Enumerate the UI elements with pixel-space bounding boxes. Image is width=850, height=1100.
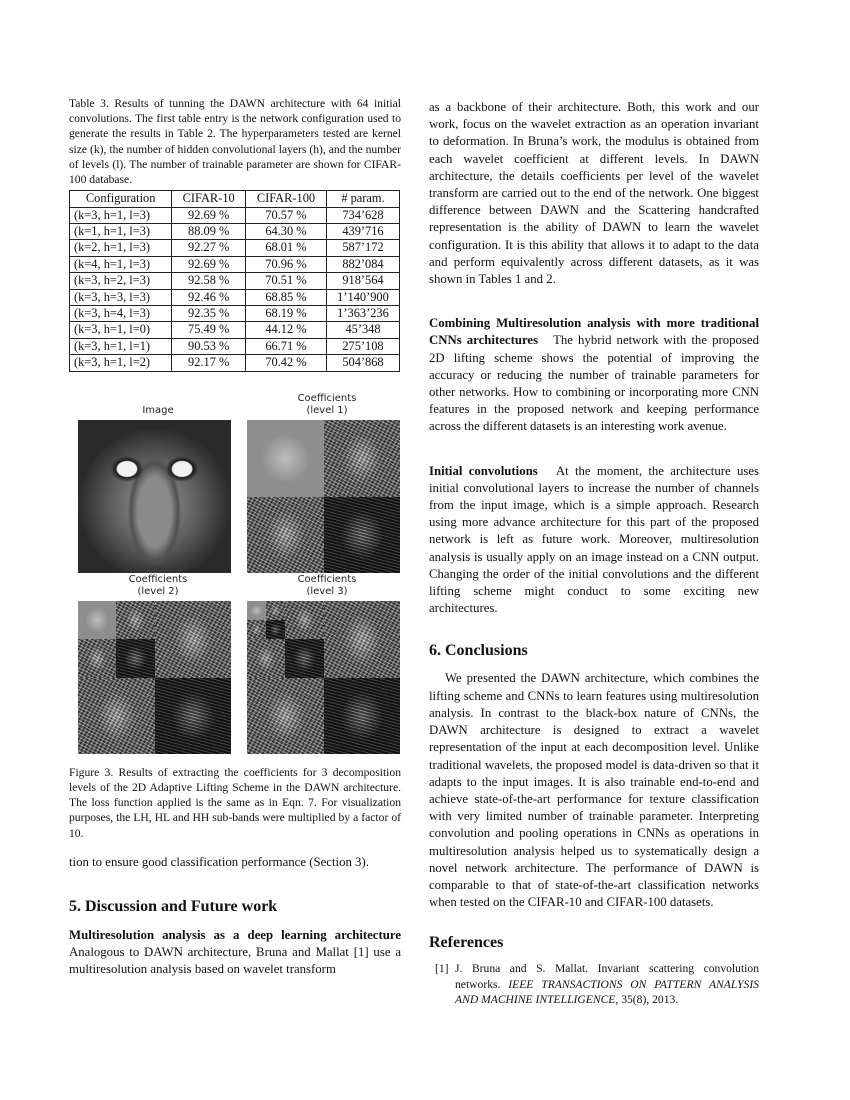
table-cell: 70.51 % [245, 273, 326, 289]
right-p2-text: The hybrid network with the proposed 2D lifting scheme shows the potential of improving the accuracy or reducing the number of trainable parameters for other networks. How to combining or incorporating more CNN features in the proposed network and keeping performance across the different datasets is an interesting work avenue. [429, 333, 759, 434]
table-cell: 92.58 % [172, 273, 246, 289]
table-cell: 275’108 [326, 338, 399, 354]
table-cell-config: (k=3, h=1, l=0) [70, 322, 172, 338]
table-row [70, 240, 400, 256]
table-cell-config: (k=4, h=1, l=3) [70, 256, 172, 272]
table-cell: 92.35 % [172, 306, 246, 322]
table-cell: 90.53 % [172, 338, 246, 354]
table-cell: 70.42 % [245, 355, 326, 371]
mandrill-image [78, 420, 231, 573]
table-cell-config: (k=3, h=3, l=3) [70, 289, 172, 305]
table-cell: 504’868 [326, 355, 399, 371]
table-cell: 92.27 % [172, 240, 246, 256]
table-cell: 66.71 % [245, 338, 326, 354]
table-cell-config: (k=3, h=4, l=3) [70, 306, 172, 322]
table-row [70, 306, 400, 322]
table-cell: 70.57 % [245, 207, 326, 223]
table-cell: 1’363’236 [326, 306, 399, 322]
table-row [70, 273, 400, 289]
figure-label-image: Image [142, 404, 174, 416]
table-cell: 45’348 [326, 322, 399, 338]
section6-text: We presented the DAWN architecture, which combines the lifting scheme and CNNs to learn features using multiresolution analysis. In contrast to the black-box nature of CNNs, the DAWN architecture is designed to extract a wavelet representation of the input at each decomposition level. Unlike traditional wavelets, the proposed model is data-driven so that it adapts to the input images. It is also trainable end-to-end and achieve state-of-the-art performance for texture classification with very limited number of trainable parameter. Interpreting convolution and pooling operations in CNNs as operations in multiresolution analysis helped us to systematically design a novel network architecture. The performance of DAWN is comparable to that of state-of-the-art classification networks when tested on the CIFAR-10 and CIFAR-100 datasets. [429, 671, 759, 910]
table-cell: 68.85 % [245, 289, 326, 305]
reference-tail: , 35(8), 2013. [615, 993, 679, 1007]
table-cell: 587’172 [326, 240, 399, 256]
table-cell: 68.19 % [245, 306, 326, 322]
section6-title: 6. Conclusions [429, 642, 528, 660]
section5-para-text: Analogous to DAWN architecture, Bruna and Mallat [1] use a multiresolution analysis based on wavelet transform [69, 945, 401, 977]
left-column [69, 96, 401, 979]
right-p2-title: Combining Multiresolution analysis with more traditional CNNs architectures [429, 316, 759, 348]
table-row [70, 289, 400, 305]
table-caption: Table 3. Results of tunning the DAWN architecture with 64 initial convolutions. The first table entry is the network configuration used to generate the results in Table 2. The hyperparameters tested are kernel size (k), the number of hidden convolutional layers (h), and the number of levels (l). The number of trainable parameter are shown for CIFAR-100 database. [69, 97, 401, 187]
table-header-cell: # param. [326, 191, 399, 207]
table-cell: 68.01 % [245, 240, 326, 256]
table-cell: 1’140’900 [326, 289, 399, 305]
table-row [70, 224, 400, 240]
coefficients-level1-image [247, 420, 400, 573]
table-cell: 92.69 % [172, 207, 246, 223]
table-header-cell: CIFAR-100 [245, 191, 326, 207]
results-table [69, 190, 400, 371]
table-cell: 734’628 [326, 207, 399, 223]
table-cell-config: (k=3, h=2, l=3) [70, 273, 172, 289]
table-cell: 70.96 % [245, 256, 326, 272]
right-paragraph-2 [429, 315, 759, 435]
section5-para-title: Multiresolution analysis as a deep learning architecture [69, 927, 401, 942]
table-cell: 75.49 % [172, 322, 246, 338]
table-cell: 439’716 [326, 224, 399, 240]
right-paragraph-3 [429, 463, 759, 618]
table-cell: 88.09 % [172, 224, 246, 240]
table-cell: 92.17 % [172, 355, 246, 371]
right-p3-text: At the moment, the architecture uses initial convolutional layers to increase the number of channels from the input image, which is a simple approach. Research using more advance architecture for this part of the proposed network is left as future work. Moreover, multiresolution analysis is usually apply on an image instead on a CNN output. Changing the order of the initial convolutions and the different lifting scheme might conduct to some exciting new architectures. [429, 463, 759, 616]
table-cell-config: (k=3, h=1, l=3) [70, 207, 172, 223]
table-cell-config: (k=1, h=1, l=3) [70, 224, 172, 240]
figure-caption: Figure 3. Results of extracting the coefficients for 3 decomposition levels of the 2D Adaptive Lifting Scheme in the DAWN architecture. The loss function applied is the same as in Eqn. 7. For visualization purposes, the LH, HL and HH sub-bands were multiplied by a factor of 10. [69, 765, 401, 840]
table-row [70, 207, 400, 223]
table-row [70, 256, 400, 272]
table-cell: 92.46 % [172, 289, 246, 305]
right-p3-title: Initial convolutions [429, 463, 538, 478]
references-title: References [429, 934, 504, 952]
reference-venue: IEEE TRANSACTIONS ON PATTERN ANALYSIS AND MACHINE INTELLIGENCE [455, 977, 759, 1007]
table-body [70, 207, 400, 371]
table-cell-config: (k=3, h=1, l=2) [70, 355, 172, 371]
right-column [429, 96, 759, 1008]
coefficients-level2-image [78, 601, 231, 754]
table-row [70, 355, 400, 371]
figure-label-level3: Coefficients (level 3) [297, 573, 357, 597]
table-cell: 64.30 % [245, 224, 326, 240]
left-tail-text: tion to ensure good classification performance (Section 3). [69, 854, 369, 869]
coefficients-level3-image [247, 601, 400, 754]
right-paragraph-1: as a backbone of their architecture. Both, this work and our work, focus on the wavelet extraction as an operation invariant to deformation. In Bruna’s work, the modulus is obtained from each wavelet coefficient at different levels. In DAWN architecture, the details coefficients per level of the wavelet transform are carried out to the end of the network. One biggest difference between DAWN and the Scattering handcrafted representation is the ability of DAWN to learn the wavelet configuration. It is this ability that allows it to adapt to the data and perform equivalently across different datasets, as it was shown in Tables 1 and 2. [429, 100, 759, 287]
table-cell-config: (k=3, h=1, l=1) [70, 338, 172, 354]
table-cell-config: (k=2, h=1, l=3) [70, 240, 172, 256]
table-row [70, 338, 400, 354]
table-header-cell: Configuration [70, 191, 172, 207]
table-header-row [70, 191, 400, 207]
table-header-cell: CIFAR-10 [172, 191, 246, 207]
reference-item [429, 961, 759, 1007]
table-row [70, 322, 400, 338]
table-cell: 918’564 [326, 273, 399, 289]
table-cell: 882’084 [326, 256, 399, 272]
table-cell: 92.69 % [172, 256, 246, 272]
figure-label-level1: Coefficients (level 1) [297, 392, 357, 416]
section5-paragraph [69, 927, 401, 979]
section5-title: 5. Discussion and Future work [69, 897, 278, 915]
table-cell: 44.12 % [245, 322, 326, 338]
reference-number: [1] [435, 962, 449, 976]
figure-3 [69, 391, 401, 840]
reference-authors: J. Bruna and S. Mallat. Invariant scattering convolution networks. [455, 962, 759, 991]
figure-label-level2: Coefficients (level 2) [128, 573, 188, 597]
